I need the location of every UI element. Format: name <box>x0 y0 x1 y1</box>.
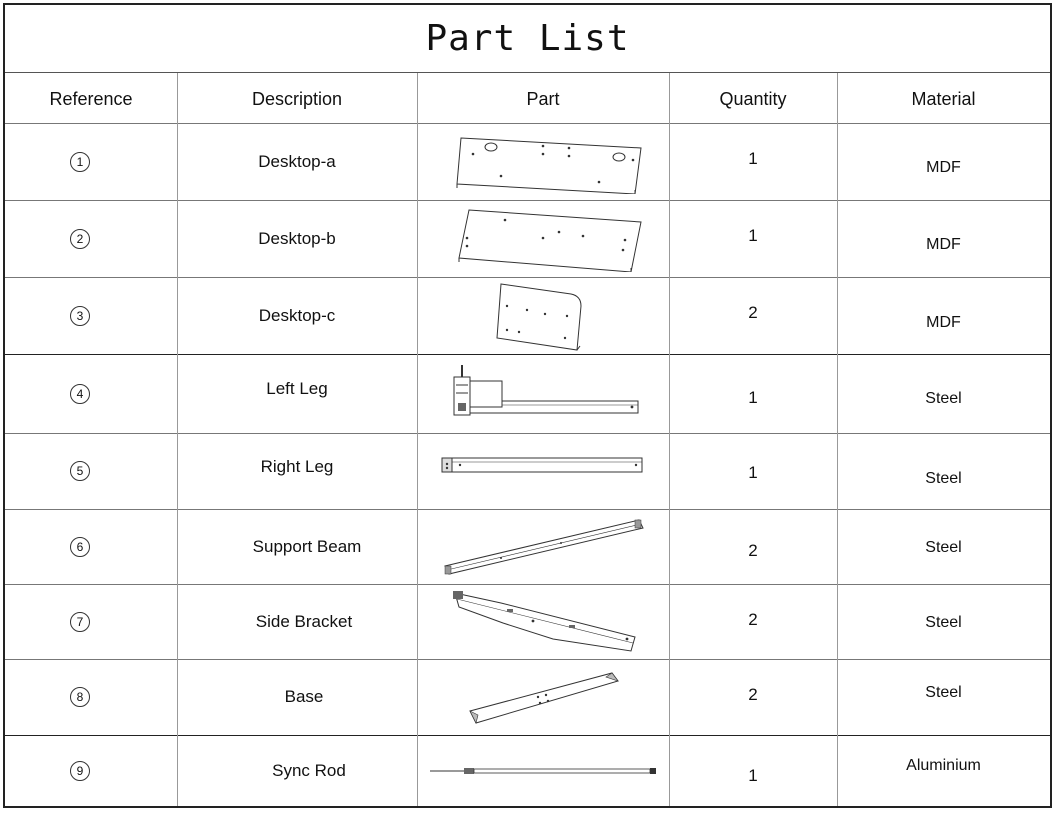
quantity: 2 <box>748 610 758 629</box>
table-row <box>5 354 1050 433</box>
reference-number: 3 <box>70 306 90 326</box>
table-row <box>5 584 1050 659</box>
description: Support Beam <box>252 536 362 556</box>
description: Desktop-a <box>258 151 336 171</box>
description: Desktop-b <box>258 228 336 248</box>
desktop-a-panel-icon <box>443 130 643 194</box>
table-row <box>5 509 1050 584</box>
header-reference: Reference <box>49 88 133 109</box>
reference-number: 5 <box>70 461 90 481</box>
quantity: 2 <box>748 685 758 704</box>
table-row <box>5 277 1050 354</box>
description: Desktop-c <box>258 305 336 325</box>
material: Aluminium <box>906 757 981 774</box>
quantity: 2 <box>748 541 758 560</box>
reference-number: 7 <box>70 612 90 632</box>
reference-number: 6 <box>70 537 90 557</box>
table-row <box>5 433 1050 509</box>
header-part: Part <box>526 88 560 109</box>
description: Base <box>284 687 324 706</box>
description: Sync Rod <box>272 761 346 780</box>
support-beam-icon <box>441 516 645 578</box>
table-row <box>5 200 1050 277</box>
reference-number: 1 <box>70 152 90 172</box>
header-quantity: Quantity <box>719 88 787 109</box>
sync-rod-icon <box>428 764 658 778</box>
header-description: Description <box>251 88 343 109</box>
material: MDF <box>926 313 961 331</box>
desktop-c-panel-icon <box>493 280 593 352</box>
base-icon <box>466 667 620 727</box>
material: MDF <box>926 235 961 253</box>
desktop-b-panel-icon <box>443 206 643 272</box>
quantity: 1 <box>748 149 758 168</box>
quantity: 1 <box>748 766 758 785</box>
right-leg-icon <box>440 456 646 476</box>
reference-number: 8 <box>70 687 90 707</box>
header-material: Material <box>911 88 976 109</box>
part-list-sheet <box>3 3 1052 808</box>
table-row <box>5 123 1050 200</box>
reference-number: 9 <box>70 761 90 781</box>
material: Steel <box>925 470 962 487</box>
left-leg-icon <box>446 363 640 425</box>
table-row <box>5 736 1050 806</box>
quantity: 1 <box>748 388 758 407</box>
material: Steel <box>925 613 962 631</box>
reference-number: 4 <box>70 384 90 404</box>
page-title: Part List <box>5 5 1050 73</box>
material: Steel <box>925 684 962 701</box>
description: Right Leg <box>260 457 334 476</box>
quantity: 1 <box>748 226 758 245</box>
reference-number: 2 <box>70 229 90 249</box>
side-bracket-icon <box>445 589 641 655</box>
material: Steel <box>925 389 962 407</box>
description: Side Bracket <box>255 611 353 631</box>
material: MDF <box>926 158 961 176</box>
table-row <box>5 659 1050 735</box>
quantity: 2 <box>748 303 758 322</box>
description: Left Leg <box>266 378 328 398</box>
material: Steel <box>925 538 962 556</box>
quantity: 1 <box>748 463 758 482</box>
